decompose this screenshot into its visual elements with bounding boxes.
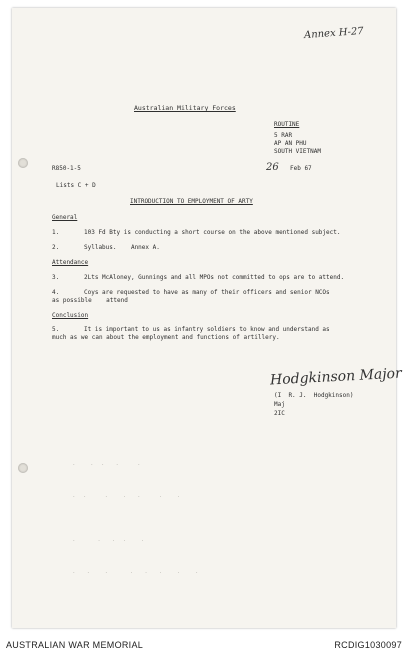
para-number: 5. xyxy=(52,326,60,333)
para-text: Coys are requested to have as many of their officers and senior NCOs xyxy=(84,289,330,296)
classification: ROUTINE xyxy=(274,121,300,128)
section-heading-general: General xyxy=(52,214,78,221)
date-rest: Feb 67 xyxy=(290,165,312,172)
bleed-through: . . . . . xyxy=(72,536,145,543)
org-heading: Australian Military Forces xyxy=(134,104,236,112)
file-ref: R850-1-5 xyxy=(52,165,81,172)
signature: Hodgkinson Major xyxy=(269,365,403,389)
unit-line: AP AN PHU xyxy=(274,140,307,147)
unit-line: SOUTH VIETNAM xyxy=(274,148,321,155)
section-heading-conclusion: Conclusion xyxy=(52,312,89,319)
para-number: 2. xyxy=(52,244,60,251)
para-text: 2Lts McAloney, Gunnings and all MPOs not committed to ops are to attend. xyxy=(84,274,345,281)
distribution-lists: Lists C + D xyxy=(56,182,96,189)
para-continuation: as possible attend xyxy=(52,297,128,304)
footer-archive-name: AUSTRALIAN WAR MEMORIAL xyxy=(6,640,144,650)
date-day: 26 xyxy=(266,162,279,173)
section-heading-attendance: Attendance xyxy=(52,259,89,266)
para-text: Syllabus. Annex A. xyxy=(84,244,160,251)
document-page xyxy=(12,8,403,628)
para-number: 3. xyxy=(52,274,60,281)
punch-hole xyxy=(18,463,28,473)
footer-record-id: RCDIG1030097 xyxy=(334,640,402,650)
signatory-name: (I R. J. Hodgkinson) xyxy=(274,392,354,399)
annex-annotation: Annex H-27 xyxy=(303,25,364,42)
para-text: 103 Fd Bty is conducting a short course on the above mentioned subject. xyxy=(84,229,341,236)
unit-line: 5 RAR xyxy=(274,132,293,139)
bleed-through: . . . . . xyxy=(72,460,141,467)
signatory-rank: Maj xyxy=(274,401,285,408)
para-continuation: much as we can about the employment and functions of artillery. xyxy=(52,334,280,341)
signatory-appointment: 2IC xyxy=(274,410,285,417)
para-number: 1. xyxy=(52,229,60,236)
bleed-through: . . . . . . . . xyxy=(72,568,199,575)
bleed-through: . . . . . . . xyxy=(72,492,181,499)
para-number: 4. xyxy=(52,289,60,296)
punch-hole xyxy=(18,158,28,168)
para-text: It is important to us as infantry soldiers to know and understand as xyxy=(84,326,330,333)
document-title: INTRODUCTION TO EMPLOYMENT OF ARTY xyxy=(130,198,253,205)
